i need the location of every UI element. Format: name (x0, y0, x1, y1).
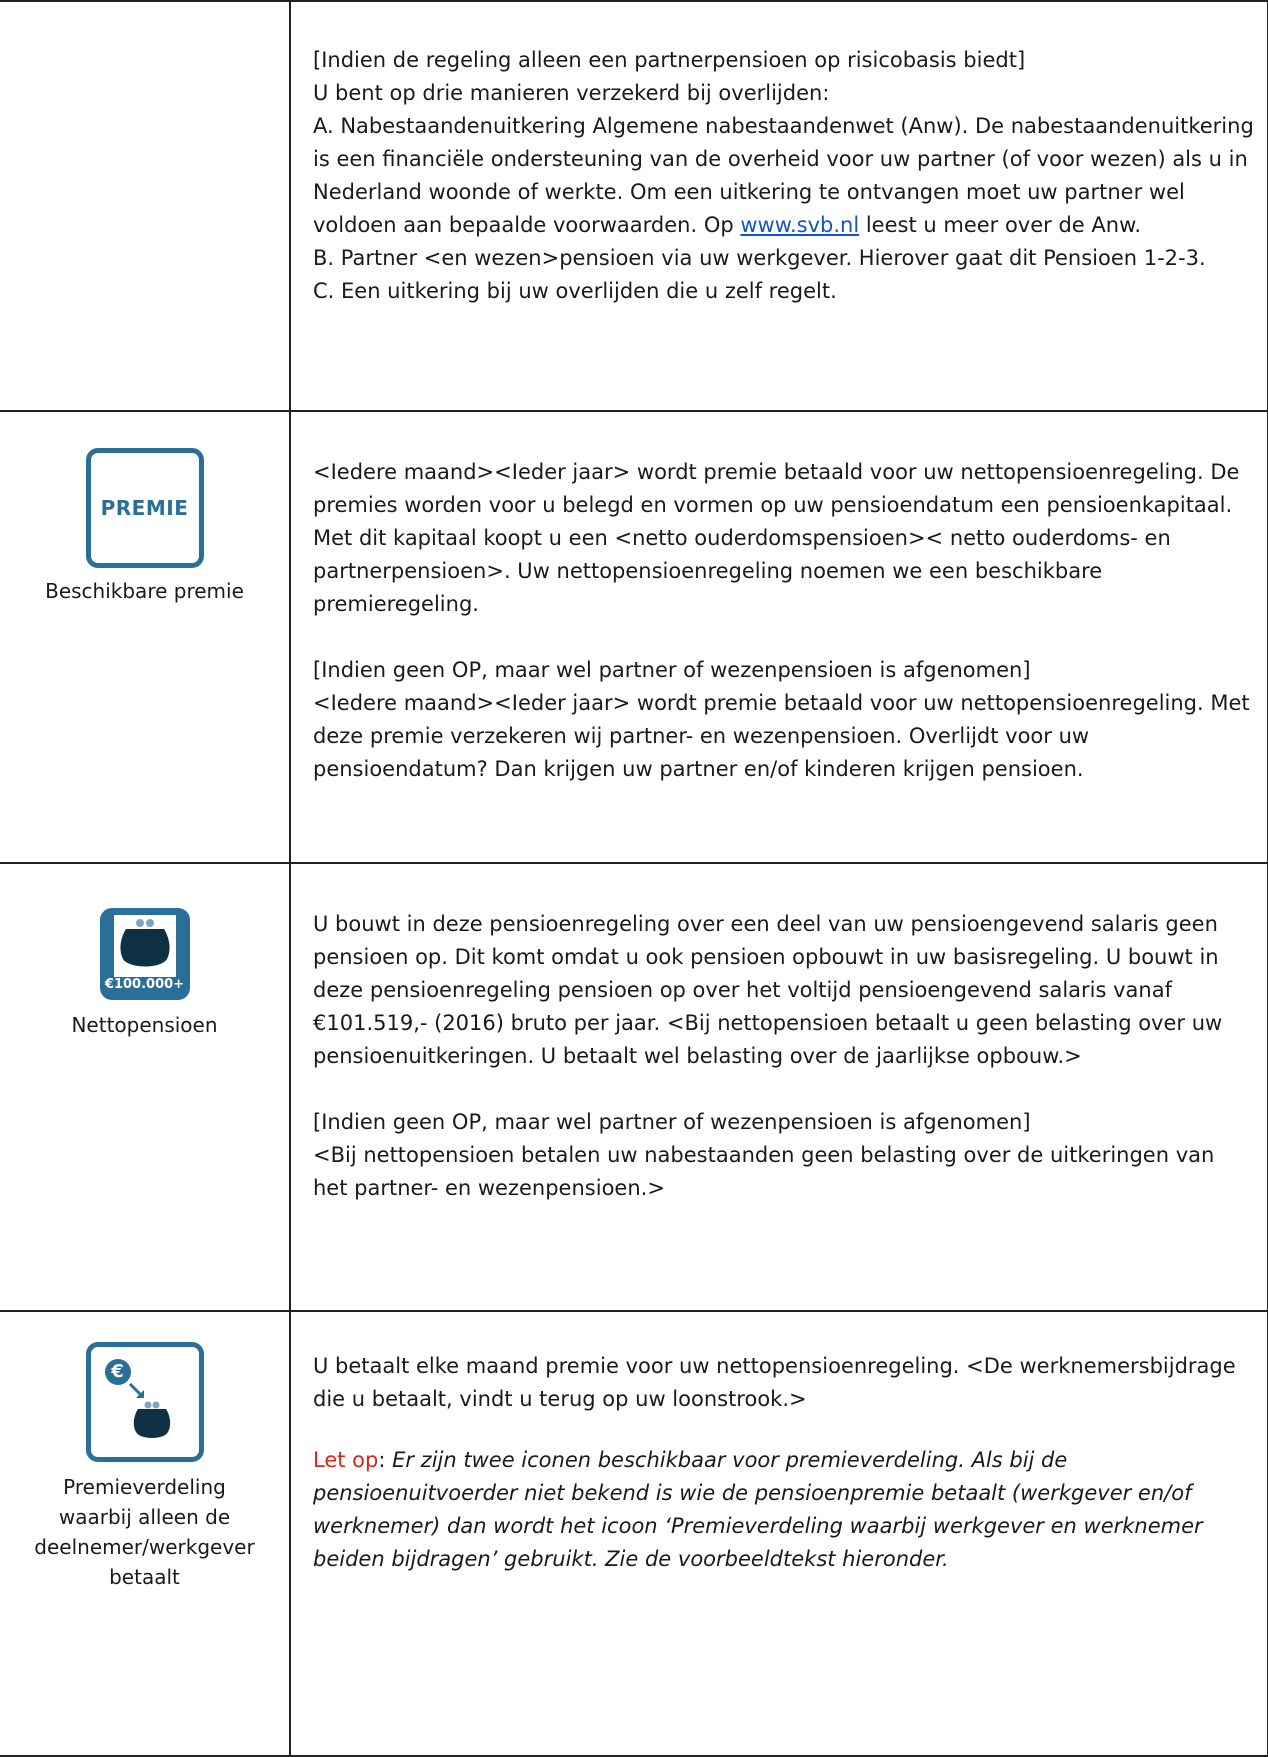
condition-note: [Indien geen OP, maar wel partner of wezenpensioen is afgenomen] (313, 1110, 1031, 1134)
purse-icon (114, 915, 176, 977)
note-paragraph: Let op: Er zijn twee iconen beschikbaar voor premieverdeling. Als bij de pensioenuitvoerder niet bekend is wie de pensioenpremie betaalt (werkgever en/of werknemer) dan wordt het icoon ‘Premieverdeling waarbij werkgever en werknemer beiden bijdragen’ gebruikt. Zie de voorbeeldtekst hieronder. (313, 1448, 1203, 1571)
icon-cell (0, 1311, 290, 1756)
text-cell (290, 863, 1268, 1311)
table-row (0, 863, 1268, 1311)
table-row (0, 411, 1268, 863)
euro-coin-icon: € (105, 1359, 131, 1385)
let-op-label: Let op (313, 1448, 379, 1472)
icon-cell (0, 411, 290, 863)
row-caption: Beschikbare premie (45, 579, 244, 603)
icon-cell (0, 863, 290, 1311)
condition-note: [Indien de regeling alleen een partnerpensioen op risicobasis biedt] (313, 48, 1026, 72)
amount-label: €100.000+ (104, 977, 185, 992)
premie-icon: PREMIE (86, 448, 204, 568)
paragraph: U bent op drie manieren verzekerd bij overlijden: (313, 81, 830, 105)
premieverdeling-icon (86, 1342, 204, 1462)
icon-cell-empty (0, 1, 290, 411)
text-cell (290, 411, 1268, 863)
paragraph: U bouwt in deze pensioenregeling over een deel van uw pensioengevend salaris geen pensioen op. Dit komt omdat u ook pensioen opbouwt in uw basisregeling. U bouwt in deze pensioenregeling pensioen op over het voltijd pensioengevend salaris vanaf €101.519,- (2016) bruto per jaar. <Bij nettopensioen betaalt u geen belasting over uw pensioenuitkeringen. U betaalt wel belasting over de jaarlijkse opbouw.> (313, 912, 1223, 1068)
table-row (0, 1311, 1268, 1756)
paragraph: U betaalt elke maand premie voor uw nettopensioenregeling. <De werknemersbijdrage die u betaalt, vindt u terug op uw loonstrook.> (313, 1354, 1236, 1411)
table-row (0, 1, 1268, 411)
paragraph: <Bij nettopensioen betalen uw nabestaanden geen belasting over de uitkeringen van het partner- en wezenpensioen.> (313, 1143, 1215, 1200)
paragraph-a: A. Nabestaandenuitkering Algemene nabestaandenwet (Anw). De nabestaandenuitkering is een financiële ondersteuning van de overheid voor uw partner (of voor wezen) als u in Nederland woonde of werkte. Om een uitkering te ontvangen moet uw partner wel voldoen aan bepaalde voorwaarden. Op www.svb.nl leest u meer over de Anw. (313, 114, 1254, 237)
purse-icon (129, 1399, 175, 1445)
row-caption: Premieverdeling waarbij alleen de deelnemer/werkgever betaalt (34, 1475, 255, 1589)
paragraph-b: B. Partner <en wezen>pensioen via uw werkgever. Hierover gaat dit Pensioen 1-2-3. (313, 246, 1206, 270)
paragraph-c: C. Een uitkering bij uw overlijden die u zelf regelt. (313, 279, 837, 303)
svb-link[interactable]: www.svb.nl (740, 213, 860, 237)
note-text: Er zijn twee iconen beschikbaar voor premieverdeling. Als bij de pensioenuitvoerder niet bekend is wie de pensioenpremie betaalt (werkgever en/of werknemer) dan wordt het icoon ‘Premieverdeling waarbij werkgever en werknemer beiden bijdragen’ gebruikt. Zie de voorbeeldtekst hieronder. (313, 1448, 1203, 1571)
row-caption: Nettopensioen (71, 1013, 218, 1037)
paragraph: <Iedere maand><Ieder jaar> wordt premie betaald voor uw nettopensioenregeling. Met deze premie verzekeren wij partner- en wezenpensioen. Overlijdt voor uw pensioendatum? Dan krijgen uw partner en/of kinderen krijgen pensioen. (313, 691, 1250, 781)
nettopensioen-icon (100, 908, 190, 1000)
text-cell (290, 1311, 1268, 1756)
text-cell (290, 1, 1268, 411)
paragraph: <Iedere maand><Ieder jaar> wordt premie betaald voor uw nettopensioenregeling. De premies worden voor u belegd en vormen op uw pensioendatum een pensioenkapitaal. Met dit kapitaal koopt u een <netto ouderdomspensioen>< netto ouderdoms- en partnerpensioen>. Uw nettopensioenregeling noemen we een beschikbare premieregeling. (313, 460, 1240, 616)
condition-note: [Indien geen OP, maar wel partner of wezenpensioen is afgenomen] (313, 658, 1031, 682)
